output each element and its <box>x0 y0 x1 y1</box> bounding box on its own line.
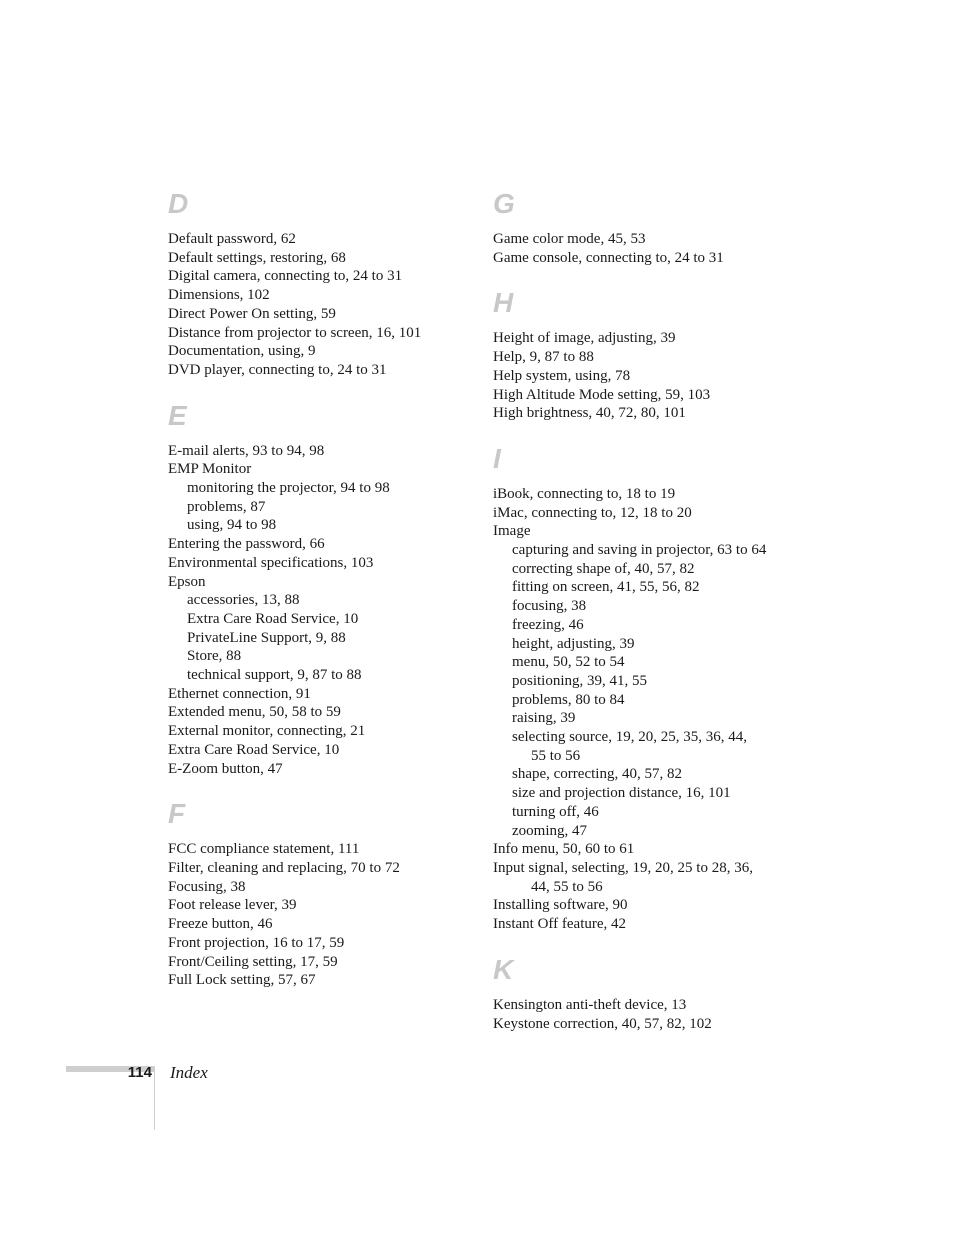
index-entry: Environmental specifications, 103 <box>168 554 374 571</box>
section-letter: I <box>493 442 501 474</box>
index-entry-list <box>493 996 793 1033</box>
index-entry: Kensington anti-theft device, 13 <box>493 996 687 1013</box>
index-subentry: raising, 39 <box>512 710 576 727</box>
index-section <box>168 798 468 990</box>
index-entry: iBook, connecting to, 18 to 19 <box>493 485 676 502</box>
index-entry: Extra Care Road Service, 10 <box>168 741 340 758</box>
index-column-left <box>168 188 468 1010</box>
index-entry: iMac, connecting to, 12, 18 to 20 <box>493 504 692 521</box>
index-entry: Front projection, 16 to 17, 59 <box>168 934 345 951</box>
index-entry: Front/Ceiling setting, 17, 59 <box>168 953 338 970</box>
index-subentry: capturing and saving in projector, 63 to 64 <box>512 542 767 559</box>
section-letter: D <box>168 188 189 219</box>
index-subentry: monitoring the projector, 94 to 98 <box>187 480 390 497</box>
index-entry: Filter, cleaning and replacing, 70 to 72 <box>168 859 400 876</box>
index-entry: Distance from projector to screen, 16, 101 <box>168 324 422 341</box>
index-entry: 55 to 56 <box>531 747 581 764</box>
index-section <box>493 954 793 1033</box>
index-entry: Height of image, adjusting, 39 <box>493 330 676 347</box>
index-entry: Image <box>493 523 531 540</box>
index-subentry: size and projection distance, 16, 101 <box>512 785 731 802</box>
index-subentry: accessories, 13, 88 <box>187 592 300 609</box>
section-letter: F <box>168 798 186 830</box>
index-subentry: PrivateLine Support, 9, 88 <box>187 629 346 646</box>
index-entry: EMP Monitor <box>168 461 252 478</box>
index-entry-list <box>493 485 793 934</box>
index-subentry: problems, 87 <box>187 498 266 515</box>
index-entry-list <box>168 442 468 779</box>
index-entry: E-Zoom button, 47 <box>168 760 283 777</box>
index-subentry: focusing, 38 <box>512 598 587 615</box>
index-entry: Input signal, selecting, 19, 20, 25 to 28, 36, <box>493 859 753 876</box>
index-subentry: selecting source, 19, 20, 25, 35, 36, 44, <box>512 729 747 746</box>
index-subentry: turning off, 46 <box>512 803 599 820</box>
index-entry: Game color mode, 45, 53 <box>493 231 646 247</box>
index-entry: Info menu, 50, 60 to 61 <box>493 841 635 858</box>
index-subentry: using, 94 to 98 <box>187 517 277 534</box>
index-entry: Ethernet connection, 91 <box>168 685 311 702</box>
section-letter: H <box>493 287 514 319</box>
index-entry-list <box>493 230 793 267</box>
index-entry: DVD player, connecting to, 24 to 31 <box>168 361 387 378</box>
index-subentry: freezing, 46 <box>512 616 584 633</box>
index-entry: Freeze button, 46 <box>168 916 273 933</box>
index-entry: Instant Off feature, 42 <box>493 916 627 933</box>
index-subentry: positioning, 39, 41, 55 <box>512 672 648 689</box>
index-entry: FCC compliance statement, 111 <box>168 841 360 858</box>
index-entry: Extended menu, 50, 58 to 59 <box>168 704 341 721</box>
index-entry: Epson <box>168 573 206 590</box>
index-entry: Focusing, 38 <box>168 878 246 895</box>
index-subentry: technical support, 9, 87 to 88 <box>187 667 362 684</box>
index-section <box>168 188 468 380</box>
index-entry: Full Lock setting, 57, 67 <box>168 972 316 989</box>
index-entry: High Altitude Mode setting, 59, 103 <box>493 386 711 403</box>
index-entry: Default settings, restoring, 68 <box>168 249 346 266</box>
index-entry: 44, 55 to 56 <box>531 878 603 895</box>
index-subentry: Store, 88 <box>187 648 242 665</box>
index-entry: Help system, using, 78 <box>493 367 631 384</box>
section-letter: G <box>493 188 515 219</box>
footer-rule <box>154 1066 155 1130</box>
index-subentry: zooming, 47 <box>512 822 587 839</box>
index-entry: Documentation, using, 9 <box>168 343 316 360</box>
index-section <box>493 188 793 267</box>
index-entry: Help, 9, 87 to 88 <box>493 349 594 366</box>
index-entry: Foot release lever, 39 <box>168 897 297 914</box>
index-entry: Keystone correction, 40, 57, 82, 102 <box>493 1015 712 1032</box>
index-entry: Default password, 62 <box>168 231 296 247</box>
index-subentry: fitting on screen, 41, 55, 56, 82 <box>512 579 700 596</box>
index-subentry: correcting shape of, 40, 57, 82 <box>512 560 695 577</box>
index-subentry: shape, correcting, 40, 57, 82 <box>512 766 682 783</box>
index-entry: External monitor, connecting, 21 <box>168 723 366 740</box>
index-subentry: height, adjusting, 39 <box>512 635 635 652</box>
index-entry: Dimensions, 102 <box>168 287 270 304</box>
index-subentry: menu, 50, 52 to 54 <box>512 654 625 671</box>
section-name: Index <box>170 1063 208 1082</box>
index-subentry: Extra Care Road Service, 10 <box>187 610 359 627</box>
index-entry: Digital camera, connecting to, 24 to 31 <box>168 268 403 285</box>
index-column-right <box>493 188 793 1053</box>
section-letter: E <box>168 399 187 431</box>
index-entry: E-mail alerts, 93 to 94, 98 <box>168 442 325 459</box>
index-entry: Installing software, 90 <box>493 897 628 914</box>
index-entry: Game console, connecting to, 24 to 31 <box>493 249 724 266</box>
index-section <box>493 443 793 934</box>
index-entry: Entering the password, 66 <box>168 536 325 553</box>
index-entry-list <box>168 840 468 990</box>
index-entry: Direct Power On setting, 59 <box>168 305 336 322</box>
index-entry: High brightness, 40, 72, 80, 101 <box>493 405 686 422</box>
index-subentry: problems, 80 to 84 <box>512 691 625 708</box>
index-entry-list <box>168 230 468 380</box>
index-section <box>493 287 793 423</box>
page-number: 114 <box>127 1064 152 1081</box>
index-section <box>168 400 468 779</box>
index-entry-list <box>493 329 793 423</box>
section-letter: K <box>493 953 514 985</box>
